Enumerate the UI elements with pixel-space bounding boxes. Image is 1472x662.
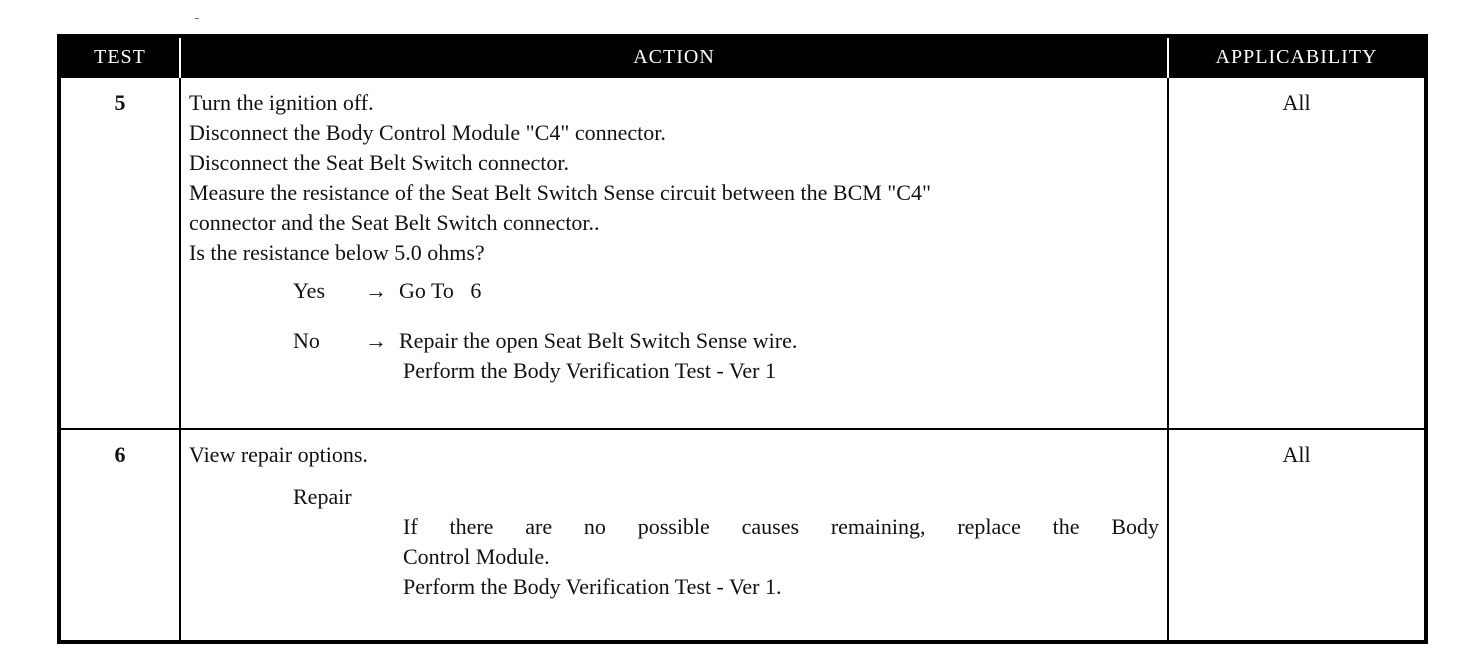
test-number: 6 [59, 429, 180, 642]
action-line: Measure the resistance of the Seat Belt Switch Sense circuit between the BCM "C4" [189, 180, 931, 205]
header-test: TEST [59, 36, 180, 77]
action-cell [180, 77, 1168, 429]
no-action-cont: Perform the Body Verification Test - Ver 1 [403, 358, 777, 383]
applicability-value: All [1168, 429, 1426, 642]
no-action: Repair the open Seat Belt Switch Sense wire. [399, 328, 798, 353]
arrow-right-icon: → [365, 328, 387, 353]
header-applicability: APPLICABILITY [1168, 36, 1426, 77]
action-question: Is the resistance below 5.0 ohms? [189, 240, 485, 265]
stray-mark [195, 18, 199, 19]
table-row [59, 429, 1426, 642]
arrow-right-icon: → [365, 278, 387, 303]
repair-text: If there are no possible causes remaining, replace the Body [403, 514, 1159, 539]
action-line: Turn the ignition off. [189, 90, 374, 115]
no-branch [189, 326, 1159, 386]
test-number: 5 [59, 77, 180, 429]
action-line: connector and the Seat Belt Switch connector.. [189, 210, 600, 235]
repair-text: Perform the Body Verification Test - Ver 1. [403, 574, 782, 599]
action-cell [180, 429, 1168, 642]
diagnostic-table [57, 34, 1428, 644]
no-label: No [293, 328, 320, 353]
action-line: Disconnect the Seat Belt Switch connector. [189, 150, 570, 175]
yes-action: Go To 6 [399, 278, 482, 303]
yes-branch [189, 276, 1159, 306]
repair-text: Control Module. [403, 544, 550, 569]
applicability-value: All [1168, 77, 1426, 429]
repair-label: Repair [293, 484, 352, 509]
table-row [59, 77, 1426, 429]
action-line: View repair options. [189, 442, 368, 467]
yes-label: Yes [293, 278, 326, 303]
header-row [59, 36, 1426, 77]
action-line: Disconnect the Body Control Module "C4" connector. [189, 120, 666, 145]
header-action: ACTION [180, 36, 1168, 77]
